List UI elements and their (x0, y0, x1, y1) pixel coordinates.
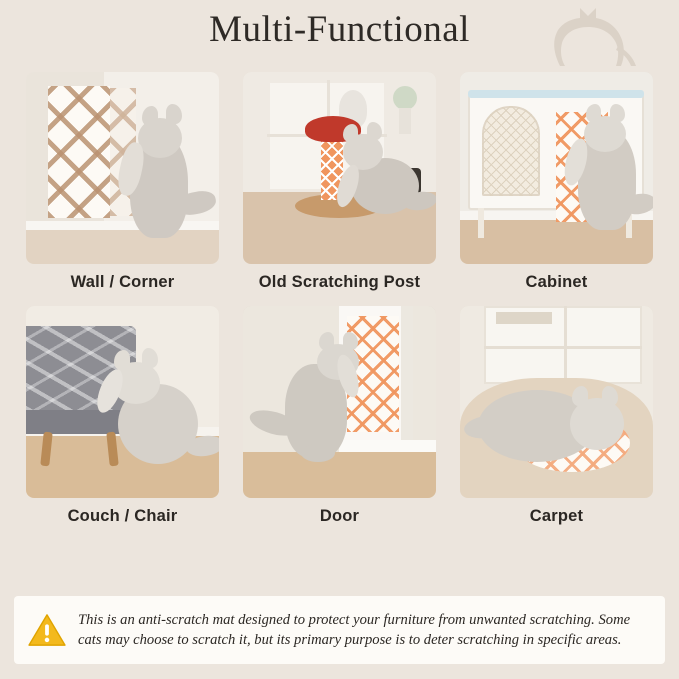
cat-silhouette-icon (530, 2, 640, 68)
disclaimer-note (14, 596, 665, 664)
feature-card-old-scratching-post[interactable] (243, 72, 436, 292)
feature-row-1 (0, 72, 679, 292)
disclaimer-text: This is an anti-scratch mat designed to protect your furniture from unwanted scratching. Some cats may choose to scratch it, but its primary purpose is to deter scratching in specific areas. (78, 611, 631, 648)
caption-door: Door (319, 507, 360, 525)
feature-card-wall-corner[interactable] (26, 72, 219, 292)
feature-card-couch-chair[interactable] (26, 306, 219, 526)
photo-carpet (460, 306, 653, 498)
page-title: Multi-Functional (209, 9, 470, 50)
photo-wall-corner (26, 72, 219, 264)
page-header (0, 0, 679, 68)
photo-old-scratching-post (243, 72, 436, 264)
feature-grid (0, 72, 679, 526)
caption-couch-chair: Couch / Chair (67, 507, 178, 525)
caption-old-scratching-post: Old Scratching Post (258, 273, 421, 291)
feature-card-cabinet[interactable] (460, 72, 653, 292)
photo-door (243, 306, 436, 498)
feature-card-door[interactable] (243, 306, 436, 526)
warning-triangle-icon (28, 613, 66, 647)
feature-card-carpet[interactable] (460, 306, 653, 526)
caption-carpet: Carpet (529, 507, 584, 525)
photo-couch-chair (26, 306, 219, 498)
photo-cabinet (460, 72, 653, 264)
caption-wall-corner: Wall / Corner (70, 273, 175, 291)
feature-row-2 (0, 306, 679, 526)
caption-cabinet: Cabinet (525, 273, 588, 291)
